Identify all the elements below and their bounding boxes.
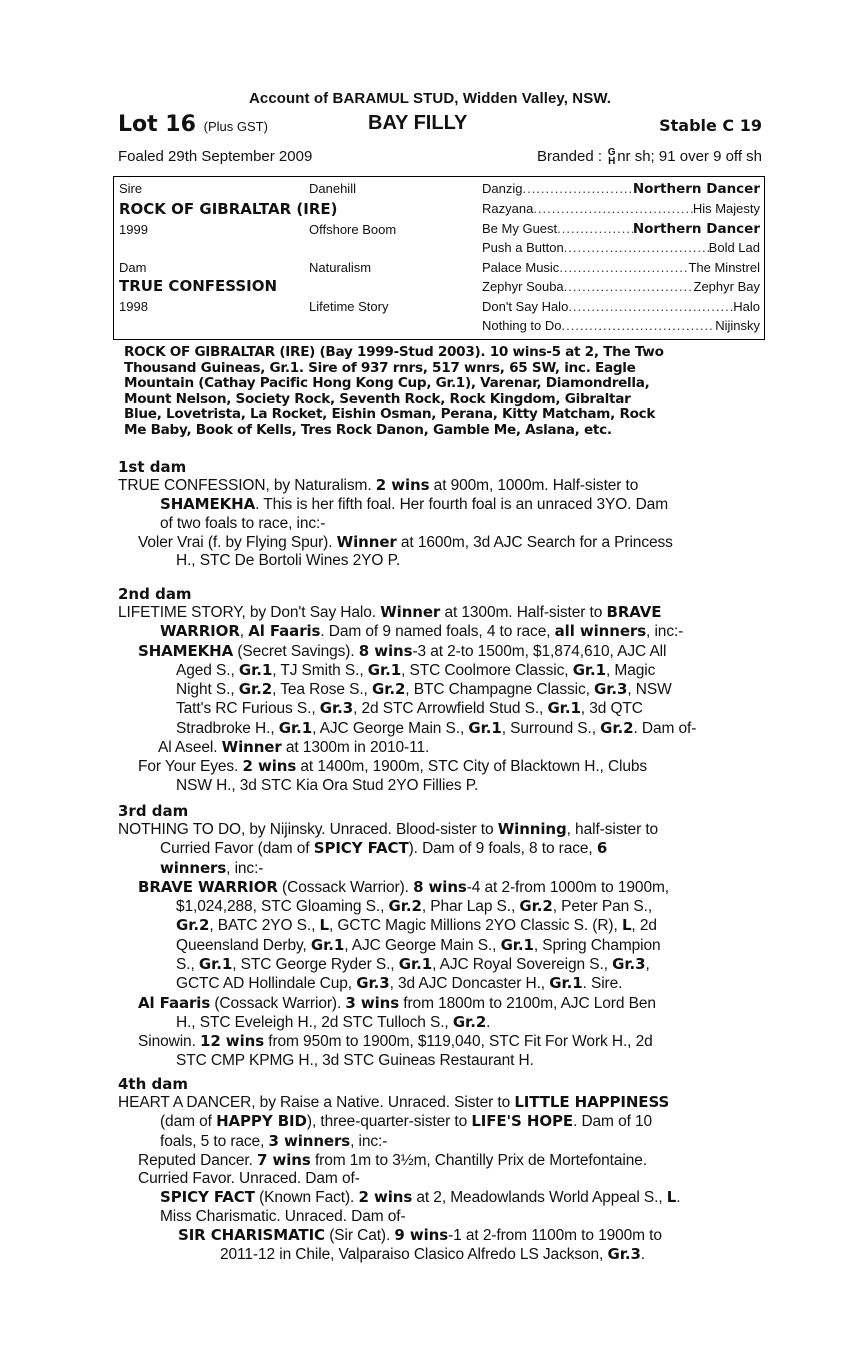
brand-mark-top: G — [607, 147, 616, 158]
text-line: Miss Charismatic. Unraced. Dam of- — [160, 1207, 406, 1225]
ancestor-row — [482, 318, 760, 333]
ancestor-name: Don't Say Halo — [482, 299, 569, 314]
stable-label: Stable C 19 — [659, 116, 762, 135]
text-line: Reputed Dancer. 7 wins from 1m to 3½m, Chantilly Prix de Mortefontaine. — [138, 1150, 647, 1169]
text-line: SPICY FACT (Known Fact). 2 wins at 2, Meadowlands World Appeal S., L. — [160, 1188, 681, 1207]
third-dam-text — [118, 820, 669, 1070]
text-line: winners, inc:- — [160, 858, 264, 877]
sire-summary-line: ROCK OF GIBRALTAR (IRE) (Bay 1999-Stud 2003). 10 wins-5 at 2, The Two — [124, 344, 664, 360]
dam-year: 1998 — [119, 299, 148, 314]
sire-year: 1999 — [119, 222, 148, 237]
text-line: of two foals to race, inc:- — [160, 514, 326, 532]
text-line: Stradbroke H., Gr.1, AJC George Main S., Gr.1, Surround S., Gr.2. Dam of- — [176, 718, 697, 737]
sire-label: Sire — [119, 181, 143, 196]
dam-name: TRUE CONFESSION — [119, 277, 278, 295]
text-line: SHAMEKHA (Secret Savings). 8 wins-3 at 2-to 1500m, $1,874,610, AJC All — [138, 641, 667, 660]
branded-prefix: Branded : — [536, 148, 603, 165]
text-line: foals, 5 to race, 3 winners, inc:- — [160, 1131, 388, 1150]
lot-line — [118, 112, 762, 142]
ancestor-row — [482, 181, 760, 197]
ancestor-sire: The Minstrel — [688, 260, 760, 275]
ancestor-name: Be My Guest — [482, 221, 558, 236]
lot-number — [118, 112, 268, 137]
account-line: Account of BARAMUL STUD, Widden Valley, NSW. — [248, 90, 612, 107]
ancestor-name: Push a Button — [482, 240, 564, 255]
text-line: WARRIOR, Al Faaris. Dam of 9 named foals, 4 to race, all winners, inc:- — [160, 622, 684, 641]
text-line: Night S., Gr.2, Tea Rose S., Gr.2, BTC Champagne Classic, Gr.3, NSW — [176, 680, 672, 699]
ancestor-sire: Halo — [733, 299, 760, 314]
text-line: TRUE CONFESSION, by Naturalism. 2 wins at 900m, 1000m. Half-sister to — [118, 476, 639, 494]
text-line: Curried Favor. Unraced. Dam of- — [138, 1170, 360, 1188]
text-line: GCTC AD Hollindale Cup, Gr.3, 3d AJC Doncaster H., Gr.1. Sire. — [176, 974, 623, 993]
second-dam-text — [118, 603, 696, 795]
text-line: Curried Favor (dam of SPICY FACT). Dam of 9 foals, 8 to race, 6 — [160, 839, 608, 858]
second-dam-heading: 2nd dam — [118, 585, 192, 603]
text-line: H., STC De Bortoli Wines 2YO P. — [176, 552, 401, 570]
brand-mark-bottom: H — [608, 156, 616, 167]
text-line: BRAVE WARRIOR (Cossack Warrior). 8 wins-4 at 2-from 1000m to 1900m, — [138, 877, 669, 896]
text-line: 2011-12 in Chile, Valparaiso Clasico Alfredo LS Jackson, Gr.3. — [220, 1245, 646, 1264]
pedigree-table — [113, 176, 765, 340]
ancestor-sire: Zephyr Bay — [693, 279, 760, 294]
ancestor-sire: His Majesty — [692, 201, 760, 216]
ancestor-row — [482, 279, 760, 294]
ancestor-row — [482, 221, 760, 237]
text-line: S., Gr.1, STC George Ryder S., Gr.1, AJC Royal Sovereign S., Gr.3, — [176, 955, 650, 974]
ancestor-name: Zephyr Souba — [482, 279, 564, 294]
text-line: $1,024,288, STC Gloaming S., Gr.2, Phar Lap S., Gr.2, Peter Pan S., — [176, 897, 653, 916]
sire-summary-line: Blue, Lovetrista, La Rocket, Eishin Osman, Perana, Kitty Matcham, Rock — [124, 406, 656, 423]
text-line: NSW H., 3d STC Kia Ora Stud 2YO Fillies P. — [176, 776, 479, 794]
text-line: SIR CHARISMATIC (Sir Cat). 9 wins-1 at 2-from 1100m to 1900m to — [178, 1226, 662, 1245]
first-dam-text — [118, 476, 673, 570]
ancestor-row — [482, 299, 760, 314]
foaled-date: Foaled 29th September 2009 — [118, 148, 313, 165]
ancestor-name: Danzig — [482, 181, 523, 196]
horse-title: BAY FILLY — [368, 112, 468, 134]
lot-label: Lot 16 — [118, 112, 196, 137]
text-line: For Your Eyes. 2 wins at 1400m, 1900m, STC City of Blacktown H., Clubs — [138, 757, 648, 776]
ancestor-row — [482, 260, 760, 275]
text-line: NOTHING TO DO, by Nijinsky. Unraced. Blood-sister to Winning, half-sister to — [118, 820, 659, 838]
brand-mark-icon — [606, 148, 617, 166]
ancestor-sire: Northern Dancer — [632, 221, 760, 237]
text-line: Aged S., Gr.1, TJ Smith S., Gr.1, STC Coolmore Classic, Gr.1, Magic — [176, 660, 656, 679]
sire-dam: Offshore Boom — [309, 222, 397, 237]
sire-summary-line: Me Baby, Book of Kells, Tres Rock Danon, Gamble Me, Aslana, etc. — [124, 421, 612, 438]
ancestor-row — [482, 240, 760, 255]
ancestor-name: Palace Music — [482, 260, 560, 275]
text-line: STC CMP KPMG H., 3d STC Guineas Restaurant H. — [176, 1051, 534, 1069]
text-line: Queensland Derby, Gr.1, AJC George Main S., Gr.1, Spring Champion — [176, 935, 661, 954]
text-line: Voler Vrai (f. by Flying Spur). Winner at 1600m, 3d AJC Search for a Princess — [138, 532, 673, 551]
ancestor-name: Razyana — [482, 201, 534, 216]
fourth-dam-text — [118, 1093, 680, 1265]
text-line: LIFETIME STORY, by Don't Say Halo. Winner at 1300m. Half-sister to BRAVE — [118, 603, 662, 621]
sire-summary-line: Mount Nelson, Society Rock, Seventh Rock, Rock Kingdom, Gibraltar — [124, 390, 631, 407]
ancestor-sire: Nijinsky — [715, 318, 760, 333]
lot-note: (Plus GST) — [203, 119, 268, 134]
branded-line — [537, 148, 762, 166]
sire-sire: Danehill — [309, 181, 356, 196]
first-dam-heading: 1st dam — [118, 458, 187, 476]
dam-dam: Lifetime Story — [309, 299, 389, 314]
sire-name: ROCK OF GIBRALTAR (IRE) — [119, 200, 338, 218]
dam-sire: Naturalism — [309, 260, 372, 275]
text-line: Sinowin. 12 wins from 950m to 1900m, $119,040, STC Fit For Work H., 2d — [138, 1032, 653, 1051]
text-line: HEART A DANCER, by Raise a Native. Unraced. Sister to LITTLE HAPPINESS — [118, 1093, 670, 1111]
ancestor-sire: Northern Dancer — [632, 181, 760, 197]
text-line: Tatt's RC Furious S., Gr.3, 2d STC Arrowfield Stud S., Gr.1, 3d QTC — [176, 699, 643, 718]
text-line: Al Aseel. Winner at 1300m in 2010-11. — [158, 738, 430, 757]
text-line: H., STC Eveleigh H., 2d STC Tulloch S., Gr.2. — [176, 1012, 491, 1031]
text-line: Gr.2, BATC 2YO S., L, GCTC Magic Millions 2YO Classic S. (R), L, 2d — [176, 916, 657, 935]
dam-label: Dam — [119, 260, 147, 275]
fourth-dam-heading: 4th dam — [118, 1075, 188, 1093]
branded-suffix: nr sh; 91 over 9 off sh — [617, 148, 762, 165]
sire-summary — [124, 345, 760, 439]
sire-summary-line: Thousand Guineas, Gr.1. Sire of 937 rnrs, 517 wnrs, 65 SW, inc. Eagle — [124, 359, 636, 376]
third-dam-heading: 3rd dam — [118, 802, 189, 820]
text-line: SHAMEKHA. This is her fifth foal. Her fourth foal is an unraced 3YO. Dam — [160, 495, 669, 514]
text-line: Al Faaris (Cossack Warrior). 3 wins from 1800m to 2100m, AJC Lord Ben — [138, 993, 656, 1012]
sire-summary-line: Mountain (Cathay Pacific Hong Kong Cup, Gr.1), Varenar, Diamondrella, — [124, 375, 650, 392]
ancestor-row — [482, 201, 760, 216]
ancestor-name: Nothing to Do — [482, 318, 562, 333]
text-line: (dam of HAPPY BID), three-quarter-sister to LIFE'S HOPE. Dam of 10 — [160, 1112, 653, 1131]
ancestor-sire: Bold Lad — [708, 240, 760, 255]
